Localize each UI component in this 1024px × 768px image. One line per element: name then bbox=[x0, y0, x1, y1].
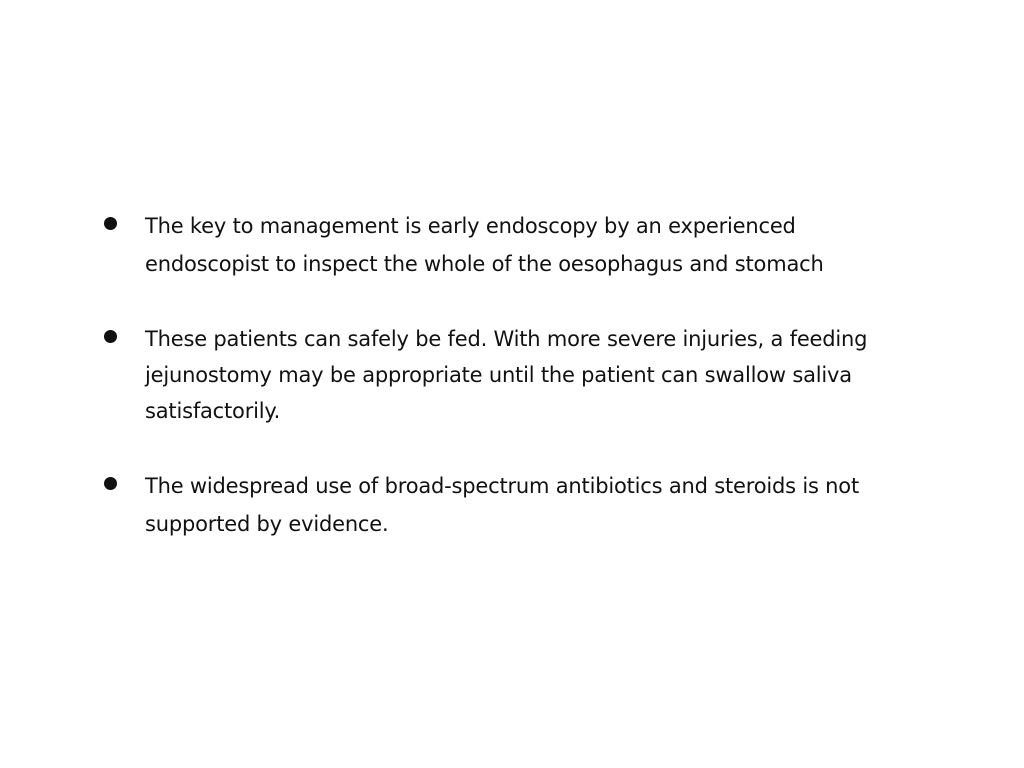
bullet-point-icon bbox=[104, 330, 117, 343]
bullet-text: The key to management is early endoscopy by an experienced endoscopist to inspect the whole of the oesophagus and stomach bbox=[145, 214, 824, 276]
bullet-item-antibiotics bbox=[104, 467, 924, 543]
bullet-point-icon bbox=[104, 477, 117, 490]
bullet-point-icon bbox=[104, 217, 117, 230]
bullet-item-feeding bbox=[104, 321, 924, 429]
bullet-item-management bbox=[104, 207, 924, 283]
bullet-list bbox=[104, 207, 924, 543]
bullet-text: These patients can safely be fed. With more severe injuries, a feeding jejunostomy may be appropriate until the patient can swallow saliva satisfactorily. bbox=[145, 327, 868, 423]
bullet-text: The widespread use of broad-spectrum antibiotics and steroids is not supported by evidence. bbox=[145, 474, 859, 536]
